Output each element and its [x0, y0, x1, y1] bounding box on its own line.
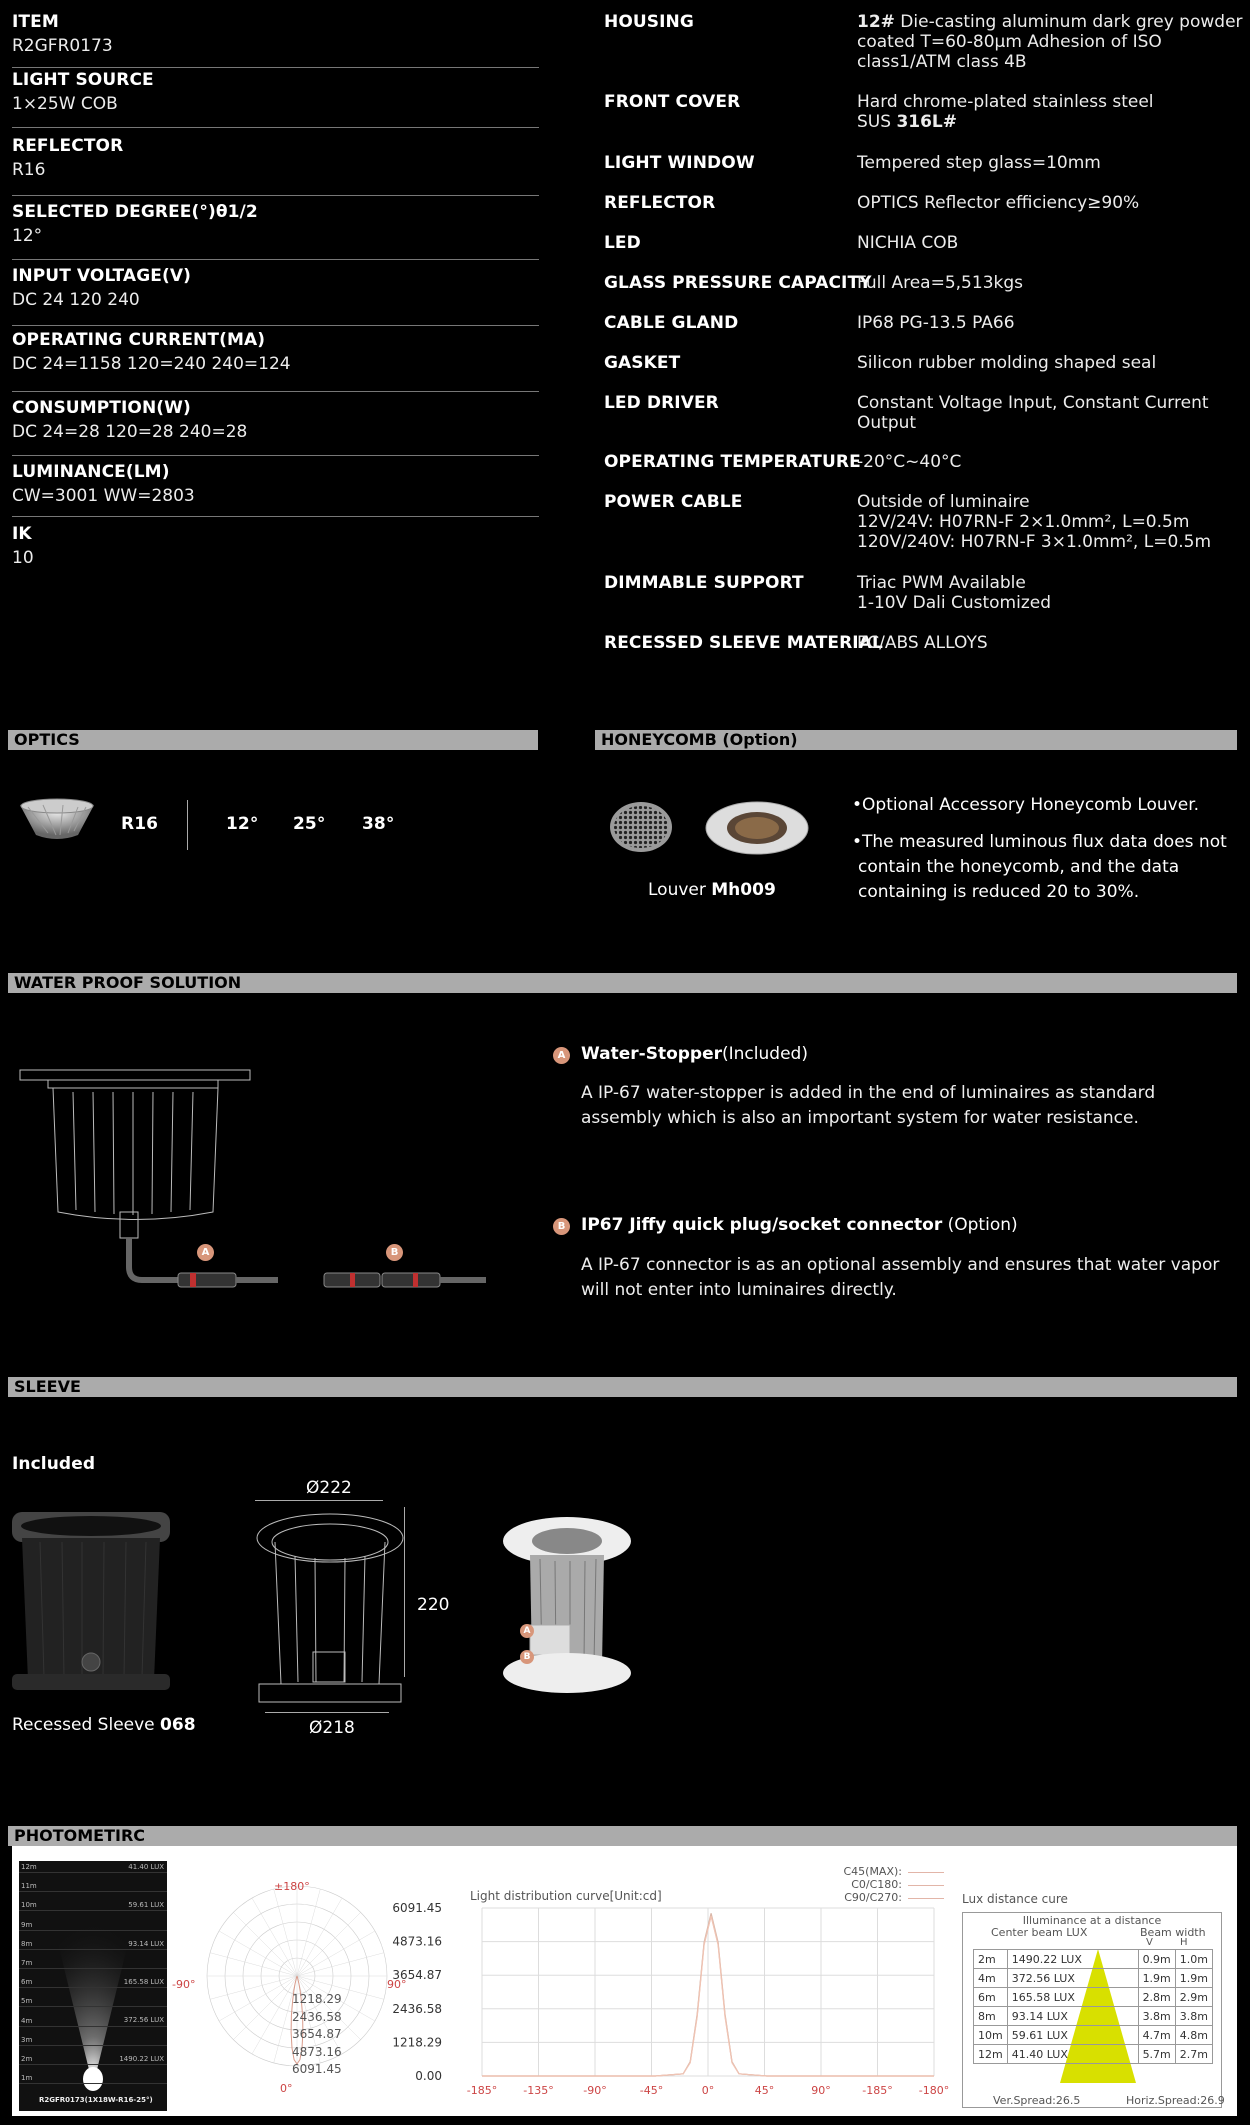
lux-table — [973, 1949, 1213, 2064]
polar-spoke — [297, 1953, 384, 1976]
polar-left: -90° — [172, 1978, 196, 1991]
beam-lux-label: 41.40 LUX — [128, 1863, 164, 1871]
spec-value — [857, 573, 1247, 613]
lux-distance: 4m — [974, 1969, 1008, 1988]
lux-distance: 6m — [974, 1988, 1008, 2007]
sleeve-dim-bottom: Ø218 — [309, 1718, 355, 1738]
spec-value — [857, 153, 1247, 173]
lux-h: H — [1180, 1937, 1188, 1948]
honeycomb-bullet-1: •Optional Accessory Honeycomb Louver. — [852, 795, 1200, 815]
lux-row — [974, 1950, 1213, 1969]
spec-value — [857, 92, 1247, 132]
spec-value: 12° — [12, 226, 43, 246]
beam-lux-label: 93.14 LUX — [128, 1940, 164, 1948]
spec-label: LED — [604, 233, 641, 253]
spec-value: R2GFR0173 — [12, 36, 113, 56]
lux-value: 41.40 LUX — [1007, 2045, 1138, 2064]
honeycomb-bullets — [852, 793, 1237, 905]
spec-luminance-lm — [12, 462, 539, 517]
water-stopper-title: Water-Stopper(Included) — [581, 1044, 808, 1064]
y-tick-label: 3654.87 — [392, 1968, 442, 1983]
spec-value-prefix: SUS — [857, 112, 897, 132]
spec-consumption-w — [12, 398, 539, 456]
beam-row-label: 8m — [21, 1939, 33, 1948]
spec-value-text: Hard chrome-plated stainless steel — [857, 92, 1154, 112]
spec-value-text: OPTICS Reflector efficiency≥90% — [857, 193, 1140, 213]
polar-spoke — [252, 1976, 297, 2054]
lux-box — [962, 1912, 1225, 2108]
spec-value-text: PC/ABS ALLOYS — [857, 633, 988, 653]
connector-title: IP67 Jiffy quick plug/socket connector (Option) — [581, 1215, 1018, 1235]
beam-row-label: 9m — [21, 1920, 33, 1929]
lux-h-width: 1.9m — [1175, 1969, 1212, 1988]
lux-distance: 2m — [974, 1950, 1008, 1969]
spec-label: DIMMABLE SUPPORT — [604, 573, 804, 593]
beam-row-label: 7m — [21, 1959, 33, 1967]
beam-row-label: 12m — [21, 1863, 37, 1871]
polar-spoke — [297, 1931, 375, 1976]
beam-row-label: 6m — [21, 1978, 33, 1987]
x-tick-label: -185° — [862, 2084, 893, 2097]
beam-row-line — [19, 2026, 167, 2027]
polar-bottom: 0° — [280, 2082, 293, 2095]
spec-value-text: -20°C~40°C — [857, 452, 962, 472]
beam-row-label: 5m — [21, 1997, 33, 2006]
beam-row-line — [19, 2006, 167, 2007]
spec-label: RECESSED SLEEVE MATERIAL — [604, 633, 883, 653]
spec-value-text: Constant Voltage Input, Constant Current Output — [857, 393, 1209, 433]
beam-row-line — [19, 1872, 167, 1873]
spec-value-line: 1-10V Dali Customized — [857, 593, 1051, 613]
spec-value-text: Die-casting aluminum dark grey powder coated T=60-80μm Adhesion of ISO class1/ATM class 4B — [857, 12, 1243, 72]
spec-value-line: 120V/240V: H07RN-F 3×1.0mm², L=0.5m — [857, 532, 1212, 552]
y-tick-label: 2436.58 — [392, 2001, 442, 2016]
legend-swatch — [908, 1872, 944, 1873]
spec-value — [857, 193, 1247, 213]
spec-value-line: 12V/24V: H07RN-F 2×1.0mm², L=0.5m — [857, 512, 1190, 532]
optics-divider — [187, 800, 188, 850]
lux-row — [974, 2045, 1213, 2064]
spec-value-text: Silicon rubber molding shaped seal — [857, 353, 1157, 373]
spec-item — [12, 12, 539, 68]
legend-label: C90/C270: — [844, 1891, 902, 1904]
spec-selected-degree-1-2 — [12, 202, 539, 260]
spec-value-line: Triac PWM Available — [857, 573, 1026, 593]
polar-spoke — [297, 1898, 342, 1976]
sleeve-header: SLEEVE — [8, 1377, 1237, 1397]
badge-a-drawing: A — [197, 1244, 214, 1261]
spec-label: LIGHT WINDOW — [604, 153, 755, 173]
spec-value — [857, 492, 1247, 552]
luminaire-cable-drawing — [18, 1062, 493, 1306]
beam-row-label: 11m — [21, 1882, 37, 1891]
beam-row-line — [19, 2083, 167, 2084]
beam-label: R2GFR0173(1X18W-R16-25°) — [39, 2096, 153, 2104]
spec-label: FRONT COVER — [604, 92, 741, 112]
x-tick-label: -135° — [523, 2084, 554, 2097]
lux-row — [974, 1969, 1213, 1988]
spec-value-line2 — [857, 112, 1247, 132]
badge-b: B — [553, 1218, 570, 1235]
legend-label: C0/C180: — [851, 1878, 902, 1891]
beam-row-label: 2m — [21, 2055, 33, 2063]
sleeve-badge-a: A — [520, 1624, 534, 1638]
polar-spoke — [219, 1931, 297, 1976]
sleeve-installed-photo — [500, 1515, 635, 1699]
y-tick-label: 4873.16 — [392, 1934, 442, 1949]
spec-value-bold: 316L# — [896, 112, 957, 132]
y-tick-label: 1218.29 — [392, 2035, 442, 2050]
lux-header: Illuminance at a distance — [1022, 1914, 1162, 1927]
sleeve-badge-b: B — [520, 1650, 534, 1664]
lux-v-width: 5.7m — [1138, 2045, 1175, 2064]
sleeve-drawing — [255, 1512, 405, 1716]
spec-label: LED DRIVER — [604, 393, 719, 413]
beam-spread-image — [19, 1861, 167, 2111]
beam-lux-label: 59.61 LUX — [128, 1901, 164, 1909]
sleeve-caption: Recessed Sleeve 068 — [12, 1715, 196, 1735]
spec-value-text: Tempered step glass=10mm — [857, 153, 1101, 173]
spec-label: HOUSING — [604, 12, 694, 32]
spec-label: LIGHT SOURCE — [12, 70, 154, 90]
spec-ik — [12, 524, 539, 568]
spec-value — [857, 393, 1247, 433]
connector-desc: A IP-67 connector is as an optional assembly and ensures that water vapor will not enter into luminaires directly. — [581, 1255, 1220, 1300]
louver-caption: Louver Mh009 — [648, 880, 776, 900]
spec-value-text: NICHIA COB — [857, 233, 959, 253]
dim-line-height — [404, 1507, 405, 1677]
x-tick-label: 90° — [811, 2084, 831, 2097]
photometric-panel — [12, 1846, 1237, 2116]
light-distribution-chart — [392, 1896, 950, 2111]
optics-angle-12: 12° — [226, 814, 259, 834]
lux-sub-width: Beam width — [1140, 1926, 1206, 1939]
polar-ring-label: 1218.29 — [292, 1992, 342, 2006]
spec-value-text: Full Area=5,513kgs — [857, 273, 1023, 293]
spec-value-line: Outside of luminaire — [857, 492, 1030, 512]
beam-row-line — [19, 1987, 167, 1988]
spec-value: DC 24 120 240 — [12, 290, 140, 310]
lux-value: 93.14 LUX — [1007, 2007, 1138, 2026]
x-tick-label: -185° — [466, 2084, 498, 2097]
y-tick-label: 0.00 — [415, 2069, 442, 2083]
beam-row-line — [19, 2045, 167, 2046]
optics-header: OPTICS — [8, 730, 538, 750]
dim-line-bottom — [265, 1712, 389, 1713]
lux-v-width: 0.9m — [1138, 1950, 1175, 1969]
polar-spoke — [219, 1976, 297, 2021]
lux-value: 165.58 LUX — [1007, 1988, 1138, 2007]
polar-spoke — [274, 1889, 297, 1976]
polar-spoke — [233, 1912, 297, 1976]
polar-spoke — [233, 1976, 297, 2040]
polar-spoke — [252, 1898, 297, 1976]
spec-label: ITEM — [12, 12, 59, 32]
beam-row-line — [19, 2064, 167, 2065]
polar-spoke — [297, 1889, 320, 1976]
spec-value-bold: 12# — [857, 12, 895, 32]
spec-label: CABLE GLAND — [604, 313, 739, 333]
curve-title: Light distribution curve[Unit:cd] — [470, 1889, 662, 1903]
lux-value: 1490.22 LUX — [1007, 1950, 1138, 1969]
honeycomb-fitted-icon — [705, 800, 810, 860]
lux-distance: 10m — [974, 2026, 1008, 2045]
spec-input-voltage-v — [12, 266, 539, 326]
spec-value — [857, 12, 1247, 72]
lux-h-width: 2.9m — [1175, 1988, 1212, 2007]
polar-spoke — [210, 1953, 297, 1976]
spec-label: REFLECTOR — [12, 136, 124, 156]
beam-row-line — [19, 1891, 167, 1892]
spec-label: LUMINANCE(LM) — [12, 462, 170, 482]
beam-lux-label: 372.56 LUX — [123, 2016, 164, 2024]
honeycomb-louver-icon — [608, 800, 674, 858]
spec-value — [857, 273, 1247, 293]
x-tick-label: -180° — [918, 2084, 950, 2097]
spec-label: OPERATING TEMPERATURE — [604, 452, 861, 472]
spec-label: SELECTED DEGREE(°)θ1/2 — [12, 202, 258, 222]
lux-v-width: 4.7m — [1138, 2026, 1175, 2045]
beam-row-label: 4m — [21, 2016, 33, 2025]
optics-angle-38: 38° — [362, 814, 395, 834]
polar-ring-label: 6091.45 — [292, 2062, 342, 2076]
dim-line-top — [255, 1500, 383, 1501]
honeycomb-bullet-2: •The measured luminous flux data does not contain the honeycomb, and the data containing is reduced 20 to 30%. — [852, 832, 1227, 902]
beam-row-line — [19, 1968, 167, 1969]
optics-reflector: R16 — [121, 814, 159, 834]
spec-label: OPERATING CURRENT(MA) — [12, 330, 266, 350]
lux-row — [974, 1988, 1213, 2007]
x-tick-label: -45° — [639, 2084, 664, 2097]
beam-lux-label: 165.58 LUX — [123, 1978, 164, 1986]
spec-value: R16 — [12, 160, 46, 180]
sleeve-included: Included — [12, 1454, 96, 1474]
beam-row-label: 10m — [21, 1901, 37, 1910]
polar-spoke — [297, 1912, 361, 1976]
lux-distance: 12m — [974, 2045, 1008, 2064]
honeycomb-header: HONEYCOMB (Option) — [595, 730, 1237, 750]
lux-title: Lux distance cure — [962, 1892, 1068, 1906]
waterproof-header: WATER PROOF SOLUTION — [8, 973, 1237, 993]
reflector-image — [18, 797, 96, 845]
spec-value — [857, 313, 1247, 333]
legend-label: C45(MAX): — [843, 1865, 902, 1878]
badge-b-drawing: B — [386, 1244, 403, 1261]
spec-label: INPUT VOLTAGE(V) — [12, 266, 191, 286]
ver-spread: Ver.Spread:26.5 — [993, 2094, 1081, 2107]
x-tick-label: 0° — [701, 2084, 715, 2097]
spec-value — [857, 452, 1247, 472]
spec-label: REFLECTOR — [604, 193, 716, 213]
hor-spread: Horiz.Spread:26.9 — [1126, 2094, 1225, 2107]
lux-distance: 8m — [974, 2007, 1008, 2026]
lux-value: 59.61 LUX — [1007, 2026, 1138, 2045]
legend-swatch — [908, 1885, 944, 1886]
lux-v-width: 3.8m — [1138, 2007, 1175, 2026]
spec-value: CW=3001 WW=2803 — [12, 486, 195, 506]
y-tick-label: 6091.45 — [392, 1901, 442, 1915]
spec-value — [857, 353, 1247, 373]
water-stopper-desc: A IP-67 water-stopper is added in the end of luminaires as standard assembly which is also an important system for water resistance. — [581, 1083, 1156, 1128]
lux-row — [974, 2007, 1213, 2026]
spec-label: IK — [12, 524, 32, 544]
spec-value — [857, 233, 1247, 253]
lux-h-width: 3.8m — [1175, 2007, 1212, 2026]
beam-row-label: 3m — [21, 2035, 33, 2044]
sleeve-dim-top: Ø222 — [306, 1478, 352, 1498]
beam-lux-label: 1490.22 LUX — [119, 2055, 164, 2063]
spec-value-text: IP68 PG-13.5 PA66 — [857, 313, 1015, 333]
lux-v-width: 1.9m — [1138, 1969, 1175, 1988]
sleeve-photo — [12, 1512, 172, 1698]
spec-label: GLASS PRESSURE CAPACITY — [604, 273, 872, 293]
beam-row-line — [19, 1949, 167, 1950]
lux-h-width: 1.0m — [1175, 1950, 1212, 1969]
spec-value — [857, 633, 1247, 653]
x-tick-label: -90° — [583, 2084, 607, 2097]
polar-ring-label: 2436.58 — [292, 2009, 342, 2024]
badge-a: A — [553, 1047, 570, 1064]
lux-h-width: 2.7m — [1175, 2045, 1212, 2064]
photometric-header: PHOTOMETIRC — [8, 1826, 1237, 1846]
spec-label: POWER CABLE — [604, 492, 743, 512]
polar-top: ±180° — [274, 1880, 310, 1893]
beam-row-line — [19, 1930, 167, 1931]
polar-ring-label: 3654.87 — [292, 2027, 342, 2041]
spec-value: 10 — [12, 548, 34, 568]
lux-value: 372.56 LUX — [1007, 1969, 1138, 1988]
spec-label: GASKET — [604, 353, 681, 373]
spec-value: DC 24=1158 120=240 240=124 — [12, 354, 291, 374]
spec-light-source — [12, 70, 539, 128]
lux-row — [974, 2026, 1213, 2045]
optics-angle-25: 25° — [293, 814, 326, 834]
spec-value: 1×25W COB — [12, 94, 118, 114]
spec-label: CONSUMPTION(W) — [12, 398, 191, 418]
spec-reflector — [12, 136, 539, 196]
lux-h-width: 4.8m — [1175, 2026, 1212, 2045]
beam-row-line — [19, 1910, 167, 1911]
lux-v-width: 2.8m — [1138, 1988, 1175, 2007]
lux-sub-center: Center beam LUX — [991, 1926, 1088, 1939]
lux-v: V — [1146, 1937, 1153, 1948]
spec-value: DC 24=28 120=28 240=28 — [12, 422, 248, 442]
polar-spoke — [210, 1976, 297, 1999]
spec-operating-current-ma — [12, 330, 539, 392]
beam-row-label: 1m — [21, 2074, 33, 2083]
polar-right: 90° — [387, 1978, 407, 1991]
polar-ring-label: 4873.16 — [292, 2044, 342, 2059]
x-tick-label: 45° — [754, 2084, 775, 2097]
sleeve-dim-height: 220 — [417, 1595, 450, 1615]
